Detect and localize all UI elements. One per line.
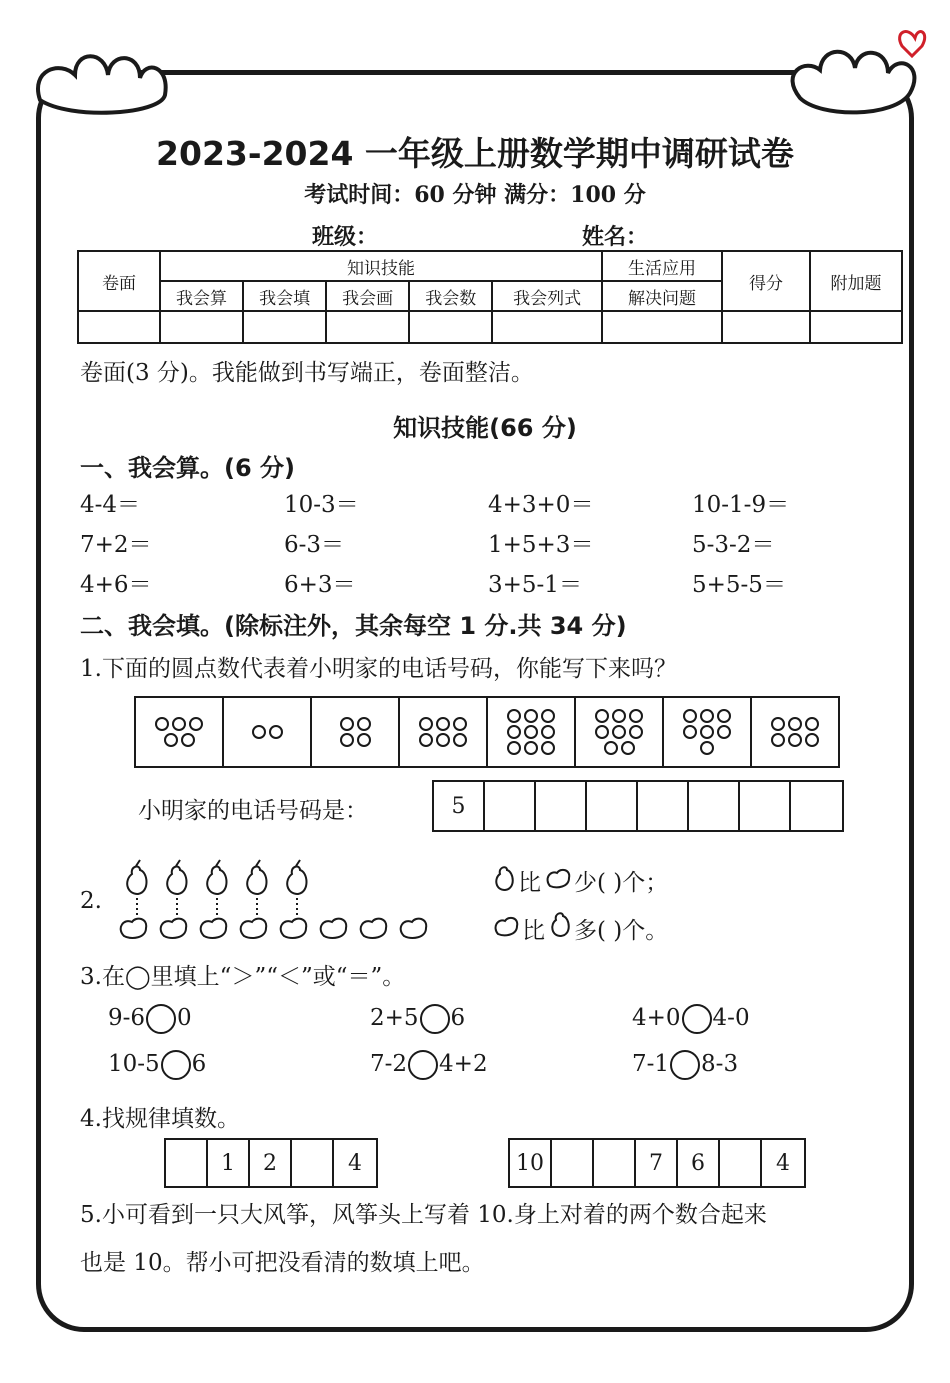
name-label: 姓名： (582, 224, 649, 250)
pear-icon (167, 860, 186, 894)
score-cell[interactable] (326, 311, 409, 343)
compare-item (370, 1050, 488, 1080)
dot (252, 725, 266, 739)
dot (805, 733, 819, 747)
neatness-note: 卷面(3 分)。我能做到书写端正，卷面整洁。 (80, 360, 534, 386)
peach-icon (361, 919, 387, 938)
calc-item[interactable]: 5-3-2＝ (692, 532, 775, 558)
compare-circle[interactable] (420, 1004, 450, 1034)
score-sub-2: 我会画 (326, 281, 409, 311)
dot (453, 717, 467, 731)
compare-left: 7-1 (632, 1051, 670, 1077)
score-cell[interactable] (409, 311, 492, 343)
dot (771, 733, 785, 747)
peach-icon (121, 919, 147, 938)
calc-item[interactable]: 7+2＝ (80, 532, 152, 558)
calc-item[interactable]: 1+5+3＝ (488, 532, 594, 558)
score-col-shenghuo: 生活应用 (602, 251, 722, 281)
dot-group (752, 698, 838, 766)
calc-item[interactable]: 4+6＝ (80, 572, 152, 598)
dot (524, 741, 538, 755)
pear-icon (207, 860, 226, 894)
compare-left: 10-5 (108, 1051, 160, 1077)
compare-circle[interactable] (408, 1050, 438, 1080)
pear-icon (287, 860, 306, 894)
dot-group (664, 698, 752, 766)
exam-info: 考试时间：60 分钟 满分：100 分 (304, 182, 646, 208)
peach-icon (161, 919, 187, 938)
score-cell[interactable] (810, 311, 902, 343)
pear-icon (127, 860, 146, 894)
peach-icon (281, 919, 307, 938)
q2-line2-compare: 比 (522, 918, 545, 944)
dot (805, 717, 819, 731)
compare-left: 4+0 (632, 1005, 681, 1031)
dot (629, 709, 643, 723)
q2-line1-compare: 比 (518, 870, 541, 896)
compare-right: 6 (450, 1005, 466, 1031)
sequence-box[interactable] (166, 1140, 208, 1186)
peach-icon (401, 919, 427, 938)
dot (700, 725, 714, 739)
dot-group (136, 698, 224, 766)
dot (604, 741, 618, 755)
dot (595, 725, 609, 739)
q3-text: 3.在◯里填上“＞”“＜”或“＝”。 (80, 964, 406, 990)
compare-item (108, 1050, 206, 1080)
compare-right: 4-0 (712, 1005, 750, 1031)
score-sub-0: 我会算 (160, 281, 243, 311)
dot (155, 717, 169, 731)
dot (436, 733, 450, 747)
dot-group (488, 698, 576, 766)
sequence-box[interactable] (720, 1140, 762, 1186)
score-cell[interactable] (602, 311, 722, 343)
dot (771, 717, 785, 731)
compare-item (370, 1004, 465, 1034)
dot (595, 709, 609, 723)
calc-item[interactable]: 10-1-9＝ (692, 492, 790, 518)
score-cell[interactable] (160, 311, 243, 343)
score-sub-4: 我会列式 (492, 281, 602, 311)
dot (541, 741, 555, 755)
compare-circle[interactable] (670, 1050, 700, 1080)
sequence-box[interactable] (594, 1140, 636, 1186)
q5-line2: 也是 10。帮小可把没看清的数填上吧。 (80, 1250, 485, 1276)
score-table (77, 250, 903, 344)
score-sub-5: 解决问题 (602, 281, 722, 311)
dot-group (224, 698, 312, 766)
dot (788, 733, 802, 747)
dot (683, 725, 697, 739)
phone-label: 小明家的电话号码是： (138, 798, 368, 824)
q5-line1: 5.小可看到一只大风筝，风筝头上写着 10.身上对着的两个数合起来 (80, 1202, 767, 1228)
compare-right: 6 (191, 1051, 207, 1077)
dot (788, 717, 802, 731)
compare-right: 8-3 (701, 1051, 739, 1077)
score-col-fujia: 附加题 (810, 251, 902, 311)
calc-item[interactable]: 5+5-5＝ (692, 572, 786, 598)
phone-digit-box[interactable]: 5 (434, 782, 485, 830)
score-sub-3: 我会数 (409, 281, 492, 311)
q2-number: 2. (80, 888, 102, 914)
section-heading: 知识技能(66 分) (393, 414, 577, 442)
peach-icon (201, 919, 227, 938)
score-sub-1: 我会填 (243, 281, 326, 311)
peach-icon (492, 912, 520, 938)
sequence-2 (508, 1138, 806, 1188)
compare-circle[interactable] (682, 1004, 712, 1034)
score-col-zhishi: 知识技能 (160, 251, 602, 281)
class-label: 班级： (312, 224, 379, 250)
phone-digit-box[interactable] (485, 782, 536, 830)
calc-item[interactable]: 4+3+0＝ (488, 492, 594, 518)
score-cell[interactable] (78, 311, 160, 343)
compare-left: 2+5 (370, 1005, 419, 1031)
dot (189, 717, 203, 731)
dot-group (400, 698, 488, 766)
sequence-box: 2 (250, 1140, 292, 1186)
sequence-box[interactable] (292, 1140, 334, 1186)
dot (524, 725, 538, 739)
dot (541, 725, 555, 739)
compare-right: 4+2 (439, 1051, 488, 1077)
compare-left: 7-2 (370, 1051, 408, 1077)
pear-icon (247, 860, 266, 894)
sequence-box: 6 (678, 1140, 720, 1186)
compare-right: 0 (177, 1005, 192, 1031)
dot (629, 725, 643, 739)
sequence-box[interactable] (552, 1140, 594, 1186)
phone-digit-box[interactable] (689, 782, 740, 830)
part2-heading: 二、我会填。(除标注外，其余每空 1 分.共 34 分) (80, 612, 627, 640)
peach-icon (544, 864, 572, 890)
dot (419, 717, 433, 731)
dot-group (312, 698, 400, 766)
dot (436, 717, 450, 731)
dot (621, 741, 635, 755)
q2-line1-blank[interactable]: 少( )个； (574, 870, 669, 896)
pear-icon (548, 908, 574, 938)
dot (700, 709, 714, 723)
phone-digit-box[interactable] (740, 782, 791, 830)
compare-item (108, 1004, 192, 1034)
sequence-box: 1 (208, 1140, 250, 1186)
dot (541, 709, 555, 723)
dot (357, 717, 371, 731)
phone-digit-box[interactable] (587, 782, 638, 830)
calc-item[interactable]: 10-3＝ (284, 492, 359, 518)
part1-heading: 一、我会算。(6 分) (80, 454, 295, 482)
score-cell[interactable] (492, 311, 602, 343)
score-cell[interactable] (243, 311, 326, 343)
dot (419, 733, 433, 747)
phone-answer-boxes (432, 780, 844, 832)
dot (507, 709, 521, 723)
left-hand-decoration (30, 40, 180, 120)
sequence-box: 10 (510, 1140, 552, 1186)
dot (683, 709, 697, 723)
dot (524, 709, 538, 723)
pear-icon (492, 862, 518, 892)
score-col-juanmian: 卷面 (78, 251, 160, 311)
exam-title: 2023-2024 一年级上册数学期中调研试卷 (156, 134, 794, 173)
dot-group (576, 698, 664, 766)
calc-item[interactable]: 4-4＝ (80, 492, 141, 518)
score-cell[interactable] (722, 311, 810, 343)
right-hand-decoration (780, 18, 940, 118)
dot (717, 725, 731, 739)
dot (700, 741, 714, 755)
compare-item (632, 1050, 738, 1080)
dot (507, 741, 521, 755)
dot (612, 725, 626, 739)
compare-item (632, 1004, 750, 1034)
peach-icon (241, 919, 267, 938)
calc-item[interactable]: 6+3＝ (284, 572, 356, 598)
q2-line2-blank[interactable]: 多( )个。 (574, 918, 669, 944)
phone-digit-box[interactable] (791, 782, 842, 830)
peach-icon (321, 919, 347, 938)
compare-circle[interactable] (146, 1004, 176, 1034)
calc-item[interactable]: 6-3＝ (284, 532, 345, 558)
compare-circle[interactable] (161, 1050, 191, 1080)
dot (357, 733, 371, 747)
sequence-box: 4 (348, 1150, 362, 1176)
phone-digit-box[interactable] (536, 782, 587, 830)
compare-left: 9-6 (108, 1005, 146, 1031)
dot (340, 717, 354, 731)
q4-text: 4.找规律填数。 (80, 1106, 240, 1132)
sequence-box: 7 (636, 1140, 678, 1186)
dot (172, 717, 186, 731)
dot (507, 725, 521, 739)
score-col-defen: 得分 (722, 251, 810, 311)
dot (717, 709, 731, 723)
calc-item[interactable]: 3+5-1＝ (488, 572, 582, 598)
phone-digit-box[interactable] (638, 782, 689, 830)
pear-and-peach-illustration (110, 856, 440, 946)
dot (164, 733, 178, 747)
sequence-1 (164, 1138, 378, 1188)
dot-panel (134, 696, 840, 768)
dot (453, 733, 467, 747)
dot (269, 725, 283, 739)
sequence-box: 4 (776, 1150, 790, 1176)
q1-text: 1.下面的圆点数代表着小明家的电话号码，你能写下来吗？ (80, 656, 677, 682)
dot (340, 733, 354, 747)
dot (181, 733, 195, 747)
dot (612, 709, 626, 723)
